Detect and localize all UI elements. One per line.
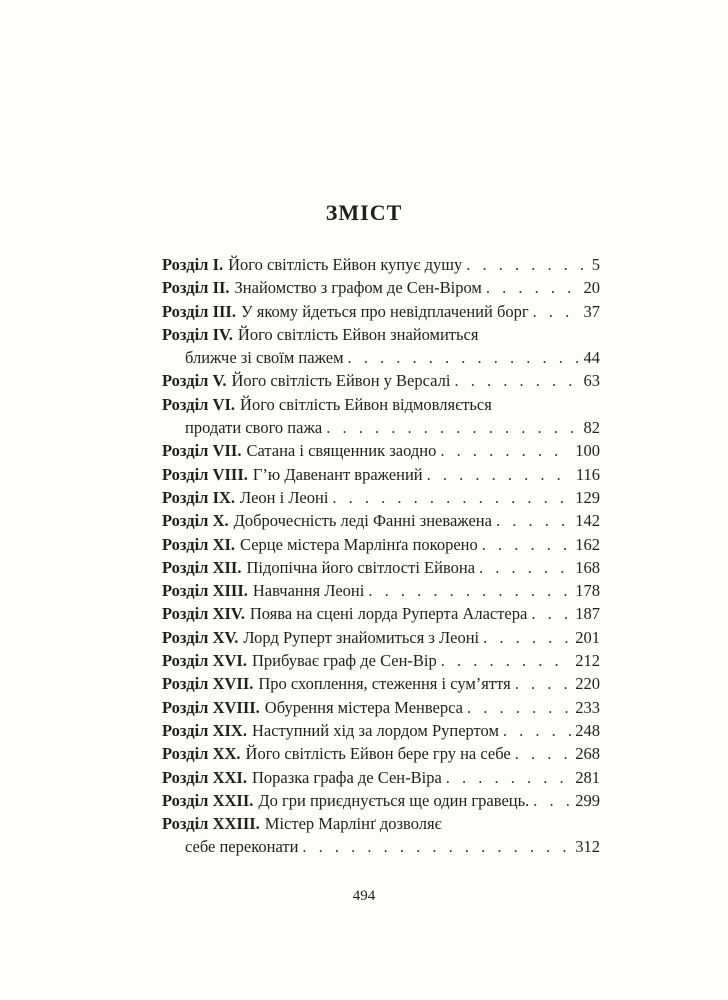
toc-entry-line bbox=[162, 766, 600, 789]
toc-entry bbox=[162, 579, 600, 602]
chapter-title: Містер Марлінґ дозволяє bbox=[264, 814, 442, 834]
chapter-label: Розділ II. bbox=[162, 278, 230, 298]
chapter-label: Розділ XVII. bbox=[162, 674, 254, 694]
dot-leader bbox=[515, 742, 572, 765]
toc-entry-line bbox=[162, 253, 600, 276]
dot-leader bbox=[483, 626, 571, 649]
chapter-label: Розділ XX. bbox=[162, 744, 241, 764]
chapter-page-number: 129 bbox=[575, 487, 600, 507]
toc-entry bbox=[162, 719, 600, 742]
chapter-label: Розділ XI. bbox=[162, 534, 236, 554]
dot-leader bbox=[533, 789, 571, 812]
chapter-label: Розділ XXI. bbox=[162, 767, 247, 787]
chapter-label: Розділ XVIII. bbox=[162, 697, 260, 717]
toc-entry bbox=[162, 276, 600, 299]
toc-entry bbox=[162, 533, 600, 556]
chapter-page-number: 116 bbox=[575, 464, 600, 484]
toc-entry-line bbox=[162, 719, 600, 742]
toc-entry bbox=[162, 463, 600, 486]
toc-entry-line bbox=[162, 789, 600, 812]
toc-entry bbox=[162, 696, 600, 719]
toc-entry-line bbox=[162, 696, 600, 719]
dot-leader bbox=[348, 346, 580, 369]
chapter-title: продати свого пажа bbox=[185, 418, 323, 438]
dot-leader bbox=[531, 602, 571, 625]
dot-leader bbox=[446, 766, 571, 789]
chapter-page-number: 100 bbox=[575, 441, 600, 461]
toc-entry bbox=[162, 742, 600, 765]
chapter-page-number: 281 bbox=[575, 767, 600, 787]
chapter-title: Підопічна його світлості Ейвона bbox=[246, 557, 476, 577]
dot-leader bbox=[454, 369, 579, 392]
chapter-label: Розділ XVI. bbox=[162, 651, 247, 671]
toc-entry-line bbox=[162, 533, 600, 556]
chapter-page-number: 168 bbox=[575, 557, 600, 577]
chapter-label: Розділ IV. bbox=[162, 324, 233, 344]
chapter-title: До гри приєднується ще один гравець. bbox=[258, 790, 530, 810]
dot-leader bbox=[332, 486, 571, 509]
toc-entry-line bbox=[162, 649, 600, 672]
toc-entry-line bbox=[162, 509, 600, 532]
chapter-title: Його світлість Ейвон купує душу bbox=[228, 255, 463, 274]
chapter-title: У якому йдеться про невідплачений борг bbox=[240, 301, 529, 321]
toc-entry bbox=[162, 323, 600, 370]
toc-title: ЗМІСТ bbox=[325, 200, 403, 225]
toc-entry-line bbox=[162, 439, 600, 462]
toc-entry-line bbox=[162, 346, 600, 369]
chapter-title: Г’ю Давенант вражений bbox=[252, 464, 423, 484]
chapter-page-number: 178 bbox=[575, 581, 600, 601]
chapter-label: Розділ XIX. bbox=[162, 720, 247, 740]
dot-leader bbox=[440, 439, 571, 462]
chapter-label: Розділ XIII. bbox=[162, 581, 248, 601]
dot-leader bbox=[441, 649, 571, 672]
dot-leader bbox=[533, 300, 580, 323]
chapter-label: Розділ XXIII. bbox=[162, 814, 260, 834]
chapter-page-number: 5 bbox=[591, 255, 600, 274]
chapter-title: Його світлість Ейвон бере гру на себе bbox=[245, 744, 511, 764]
toc-entry bbox=[162, 556, 600, 579]
chapter-title: Поразка графа де Сен-Віра bbox=[251, 767, 442, 787]
chapter-page-number: 37 bbox=[583, 301, 600, 321]
toc-entry-line bbox=[162, 742, 600, 765]
toc-entry-line bbox=[162, 393, 600, 416]
dot-leader bbox=[467, 696, 571, 719]
chapter-page-number: 248 bbox=[575, 720, 600, 740]
dot-leader bbox=[368, 579, 571, 602]
chapter-label: Розділ IX. bbox=[162, 487, 236, 507]
toc-entry-line bbox=[162, 672, 600, 695]
chapter-title: Сатана і священник заодно bbox=[246, 441, 437, 461]
dot-leader bbox=[466, 253, 588, 276]
chapter-page-number: 268 bbox=[575, 744, 600, 764]
chapter-title: Знайомство з графом де Сен-Віром bbox=[234, 278, 482, 298]
chapter-title: Серце містера Марлінґа покорено bbox=[240, 534, 478, 554]
chapter-page-number: 220 bbox=[575, 674, 600, 694]
chapter-page-number: 82 bbox=[583, 418, 600, 438]
chapter-label: Розділ X. bbox=[162, 511, 229, 531]
chapter-page-number: 299 bbox=[575, 790, 600, 810]
chapter-label: Розділ III. bbox=[162, 301, 236, 321]
toc-entry-line bbox=[162, 812, 600, 835]
dot-leader bbox=[302, 835, 571, 858]
toc-entry bbox=[162, 439, 600, 462]
toc-entry-line bbox=[162, 602, 600, 625]
page-number: 494 bbox=[352, 888, 376, 904]
toc-entry bbox=[162, 300, 600, 323]
chapter-title: Про схоплення, стеження і сум’яття bbox=[258, 674, 511, 694]
toc-entry bbox=[162, 253, 600, 276]
toc-entry bbox=[162, 509, 600, 532]
chapter-title: Його світлість Ейвон у Версалі bbox=[231, 371, 451, 391]
table-of-contents bbox=[162, 253, 600, 859]
dot-leader bbox=[427, 463, 572, 486]
chapter-label: Розділ VIII. bbox=[162, 464, 248, 484]
chapter-page-number: 44 bbox=[583, 348, 600, 368]
toc-entry-line bbox=[162, 579, 600, 602]
toc-entry bbox=[162, 649, 600, 672]
chapter-page-number: 201 bbox=[575, 627, 600, 647]
toc-entry-line bbox=[162, 486, 600, 509]
chapter-title: Лорд Руперт знайомиться з Леоні bbox=[243, 627, 480, 647]
toc-entry bbox=[162, 766, 600, 789]
toc-entry bbox=[162, 812, 600, 859]
toc-entry bbox=[162, 789, 600, 812]
chapter-page-number: 312 bbox=[575, 837, 600, 857]
chapter-title: себе переконати bbox=[185, 837, 299, 857]
chapter-page-number: 233 bbox=[575, 697, 600, 717]
toc-entry-line bbox=[162, 626, 600, 649]
chapter-title: Наступний хід за лордом Рупертом bbox=[251, 720, 499, 740]
toc-entry bbox=[162, 393, 600, 440]
chapter-label: Розділ XIV. bbox=[162, 604, 245, 624]
chapter-label: Розділ I. bbox=[162, 255, 224, 274]
chapter-label: Розділ VI. bbox=[162, 394, 236, 414]
toc-entry-line bbox=[162, 556, 600, 579]
toc-entry bbox=[162, 602, 600, 625]
toc-entry bbox=[162, 486, 600, 509]
toc-entry-line bbox=[162, 276, 600, 299]
dot-leader bbox=[479, 556, 571, 579]
toc-entry bbox=[162, 672, 600, 695]
toc-entry-line bbox=[162, 300, 600, 323]
dot-leader bbox=[482, 533, 571, 556]
chapter-title: Його світлість Ейвон відмовляється bbox=[240, 394, 492, 414]
chapter-label: Розділ XV. bbox=[162, 627, 239, 647]
chapter-page-number: 187 bbox=[575, 604, 600, 624]
chapter-label: Розділ XII. bbox=[162, 557, 242, 577]
chapter-page-number: 162 bbox=[575, 534, 600, 554]
chapter-page-number: 142 bbox=[575, 511, 600, 531]
toc-entry-line bbox=[162, 323, 600, 346]
chapter-page-number: 212 bbox=[575, 651, 600, 671]
chapter-title: Доброчесність леді Фанні зневажена bbox=[233, 511, 492, 531]
chapter-title: ближче зі своїм пажем bbox=[185, 348, 344, 368]
chapter-label: Розділ VII. bbox=[162, 441, 242, 461]
chapter-page-number: 20 bbox=[583, 278, 600, 298]
toc-entry bbox=[162, 369, 600, 392]
toc-entry bbox=[162, 626, 600, 649]
dot-leader bbox=[486, 276, 580, 299]
toc-entry-line bbox=[162, 835, 600, 858]
chapter-title: Обурення містера Менверса bbox=[264, 697, 463, 717]
chapter-page-number: 63 bbox=[583, 371, 600, 391]
toc-entry-line bbox=[162, 416, 600, 439]
chapter-title: Поява на сцені лорда Руперта Аластера bbox=[249, 604, 528, 624]
chapter-title: Прибуває граф де Сен-Вір bbox=[251, 651, 437, 671]
dot-leader bbox=[515, 672, 572, 695]
chapter-title: Леон і Леоні bbox=[240, 487, 329, 507]
toc-entry-line bbox=[162, 369, 600, 392]
dot-leader bbox=[503, 719, 571, 742]
chapter-title: Його світлість Ейвон знайомиться bbox=[237, 324, 479, 344]
dot-leader bbox=[326, 416, 579, 439]
chapter-label: Розділ V. bbox=[162, 371, 227, 391]
dot-leader bbox=[496, 509, 571, 532]
toc-entry-line bbox=[162, 463, 600, 486]
chapter-title: Навчання Леоні bbox=[252, 581, 365, 601]
chapter-label: Розділ XXII. bbox=[162, 790, 254, 810]
